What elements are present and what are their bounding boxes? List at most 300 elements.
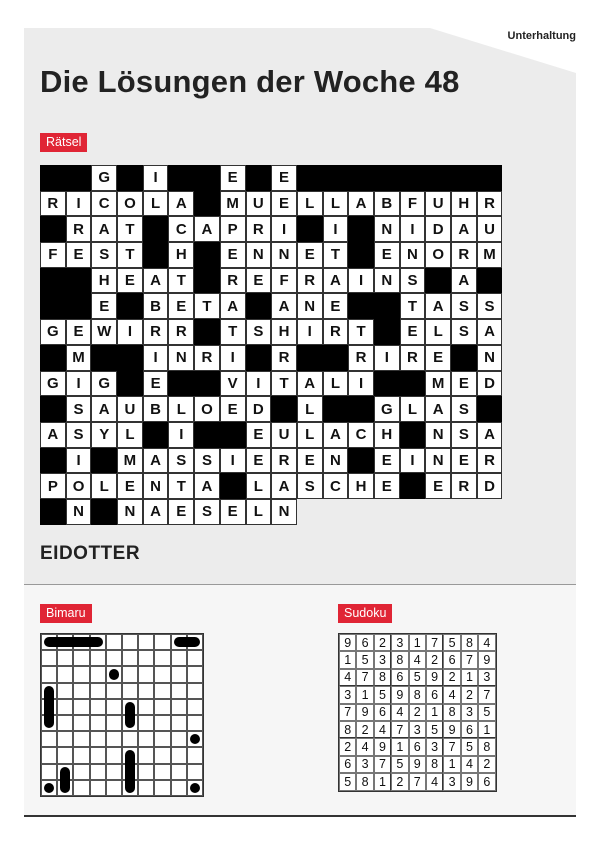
crossword-empty	[348, 499, 374, 525]
crossword-letter-cell: N	[246, 242, 272, 268]
crossword-letter-cell: E	[425, 473, 451, 499]
sudoku-cell: 3	[374, 651, 391, 668]
sudoku-cell: 6	[356, 634, 373, 651]
crossword-letter-cell: I	[220, 448, 246, 474]
crossword-letter-cell: R	[194, 345, 220, 371]
crossword-letter-cell: S	[451, 422, 477, 448]
ship-segment	[190, 783, 200, 793]
bimaru-cell	[73, 634, 89, 650]
crossword-letter-cell: R	[348, 345, 374, 371]
crossword-letter-cell: A	[348, 191, 374, 217]
crossword-letter-cell: D	[477, 473, 503, 499]
bimaru-cell	[106, 764, 122, 780]
crossword-black-cell	[143, 216, 169, 242]
sudoku-cell: 6	[478, 773, 495, 790]
crossword-letter-cell: R	[477, 191, 503, 217]
bimaru-cell	[41, 747, 57, 763]
crossword-letter-cell: A	[143, 268, 169, 294]
crossword-letter-cell: L	[297, 191, 323, 217]
sudoku-cell: 7	[339, 704, 356, 721]
crossword-letter-cell: L	[323, 191, 349, 217]
crossword-letter-cell: E	[220, 165, 246, 191]
bimaru-cell	[41, 715, 57, 731]
bimaru-cell	[122, 683, 138, 699]
crossword-letter-cell: N	[477, 345, 503, 371]
crossword-letter-cell: N	[143, 473, 169, 499]
crossword-letter-cell: F	[271, 268, 297, 294]
crossword-letter-cell: O	[425, 242, 451, 268]
raetsel-label: Rätsel	[40, 133, 87, 152]
bimaru-cell	[57, 715, 73, 731]
ship-segment	[44, 637, 57, 647]
crossword-letter-cell: I	[297, 319, 323, 345]
crossword-letter-cell: C	[323, 473, 349, 499]
bimaru-cell	[122, 764, 138, 780]
ship-segment	[125, 702, 135, 715]
sudoku-cell: 4	[339, 669, 356, 686]
ship-segment	[125, 750, 135, 763]
ship-segment	[57, 637, 73, 647]
bimaru-cell	[57, 699, 73, 715]
crossword-letter-cell: G	[374, 396, 400, 422]
crossword-black-cell	[91, 448, 117, 474]
crossword-black-cell	[40, 499, 66, 525]
crossword-black-cell	[194, 319, 220, 345]
crossword-letter-cell: G	[91, 165, 117, 191]
crossword-letter-cell: B	[374, 191, 400, 217]
crossword-empty	[297, 499, 323, 525]
crossword-letter-cell: E	[246, 448, 272, 474]
bimaru-cell	[187, 731, 203, 747]
crossword-letter-cell: A	[194, 216, 220, 242]
crossword-letter-cell: O	[194, 396, 220, 422]
crossword-letter-cell: M	[477, 242, 503, 268]
sudoku-cell: 1	[461, 669, 478, 686]
crossword-letter-cell: L	[297, 396, 323, 422]
crossword-black-cell	[400, 371, 426, 397]
sudoku-cell: 1	[409, 634, 426, 651]
crossword-black-cell	[297, 345, 323, 371]
crossword-letter-cell: A	[323, 268, 349, 294]
bimaru-cell	[41, 666, 57, 682]
crossword-letter-cell: R	[40, 191, 66, 217]
crossword-letter-cell: N	[297, 293, 323, 319]
bimaru-cell	[122, 699, 138, 715]
crossword-letter-cell: S	[66, 422, 92, 448]
crossword-letter-cell: L	[143, 191, 169, 217]
bimaru-cell	[73, 650, 89, 666]
sudoku-cell: 7	[443, 738, 460, 755]
crossword-black-cell	[168, 371, 194, 397]
sudoku-cell: 3	[339, 686, 356, 703]
bimaru-cell	[73, 764, 89, 780]
sudoku-cell: 5	[478, 704, 495, 721]
sudoku-cell: 3	[426, 738, 443, 755]
crossword-black-cell	[246, 165, 272, 191]
crossword-letter-cell: T	[323, 242, 349, 268]
crossword-letter-cell: V	[220, 371, 246, 397]
crossword-letter-cell: N	[425, 448, 451, 474]
crossword-letter-cell: L	[297, 422, 323, 448]
crossword-empty	[425, 499, 451, 525]
crossword-letter-cell: S	[194, 499, 220, 525]
crossword-letter-cell: R	[143, 319, 169, 345]
sudoku-cell: 8	[356, 773, 373, 790]
sudoku-cell: 3	[461, 704, 478, 721]
ship-segment	[187, 637, 200, 647]
sudoku-cell: 2	[374, 634, 391, 651]
bimaru-cell	[90, 666, 106, 682]
sudoku-cell: 2	[426, 651, 443, 668]
ship-segment	[44, 715, 54, 728]
ship-segment	[190, 734, 200, 744]
bimaru-cell	[187, 780, 203, 796]
crossword-black-cell	[117, 293, 143, 319]
crossword-black-cell	[91, 345, 117, 371]
sudoku-cell: 6	[391, 669, 408, 686]
crossword-black-cell	[194, 268, 220, 294]
crossword-letter-cell: A	[425, 396, 451, 422]
crossword-black-cell	[374, 371, 400, 397]
bimaru-cell	[90, 650, 106, 666]
crossword-black-cell	[348, 396, 374, 422]
sudoku-cell: 3	[478, 669, 495, 686]
crossword-letter-cell: E	[297, 242, 323, 268]
bimaru-cell	[57, 683, 73, 699]
bimaru-cell	[138, 650, 154, 666]
crossword-letter-cell: R	[271, 448, 297, 474]
crossword-letter-cell: S	[91, 242, 117, 268]
bimaru-cell	[106, 650, 122, 666]
crossword-letter-cell: T	[117, 242, 143, 268]
crossword-letter-cell: B	[143, 396, 169, 422]
bimaru-cell	[41, 764, 57, 780]
crossword-letter-cell: E	[246, 422, 272, 448]
crossword-letter-cell: E	[220, 242, 246, 268]
sudoku-cell: 8	[478, 738, 495, 755]
crossword-letter-cell: E	[117, 473, 143, 499]
crossword-letter-cell: I	[143, 165, 169, 191]
sudoku-cell: 7	[391, 721, 408, 738]
crossword-letter-cell: R	[297, 268, 323, 294]
crossword-letter-cell: N	[400, 242, 426, 268]
crossword-letter-cell: I	[400, 448, 426, 474]
ship-segment	[44, 686, 54, 699]
crossword-black-cell	[143, 242, 169, 268]
ship-segment	[109, 669, 119, 679]
crossword-letter-cell: A	[271, 293, 297, 319]
sudoku-cell: 9	[409, 756, 426, 773]
crossword-letter-cell: L	[246, 473, 272, 499]
crossword-letter-cell: L	[91, 473, 117, 499]
bimaru-cell	[138, 715, 154, 731]
crossword-black-cell	[374, 319, 400, 345]
bimaru-cell	[73, 715, 89, 731]
crossword-letter-cell: R	[271, 345, 297, 371]
crossword-letter-cell: T	[348, 319, 374, 345]
page-title: Die Lösungen der Woche 48	[40, 64, 460, 99]
bimaru-cell	[154, 764, 170, 780]
crossword-letter-cell: E	[168, 293, 194, 319]
sudoku-cell: 3	[356, 756, 373, 773]
crossword-grid	[40, 165, 502, 525]
crossword-letter-cell: S	[477, 293, 503, 319]
bimaru-cell	[41, 650, 57, 666]
crossword-letter-cell: U	[477, 216, 503, 242]
sudoku-cell: 9	[443, 721, 460, 738]
sudoku-cell: 8	[409, 686, 426, 703]
bimaru-cell	[138, 634, 154, 650]
bimaru-cell	[90, 764, 106, 780]
bimaru-cell	[138, 699, 154, 715]
crossword-black-cell	[477, 396, 503, 422]
crossword-letter-cell: A	[91, 396, 117, 422]
crossword-black-cell	[117, 165, 143, 191]
crossword-letter-cell: E	[117, 268, 143, 294]
sudoku-cell: 6	[426, 686, 443, 703]
bimaru-cell	[154, 666, 170, 682]
bimaru-cell	[154, 731, 170, 747]
bimaru-cell	[171, 715, 187, 731]
bimaru-cell	[106, 747, 122, 763]
crossword-letter-cell: H	[271, 319, 297, 345]
sudoku-label: Sudoku	[338, 604, 392, 623]
crossword-letter-cell: M	[66, 345, 92, 371]
crossword-letter-cell: A	[451, 268, 477, 294]
bimaru-cell	[154, 699, 170, 715]
bimaru-cell	[187, 764, 203, 780]
sudoku-cell: 2	[356, 721, 373, 738]
bimaru-cell	[154, 650, 170, 666]
sudoku-cell: 1	[339, 651, 356, 668]
bimaru-cell	[73, 780, 89, 796]
crossword-letter-cell: B	[143, 293, 169, 319]
bimaru-cell	[187, 683, 203, 699]
bimaru-cell	[41, 634, 57, 650]
crossword-letter-cell: I	[400, 216, 426, 242]
bimaru-cell	[90, 634, 106, 650]
crossword-letter-cell: E	[297, 448, 323, 474]
crossword-black-cell	[451, 345, 477, 371]
crossword-letter-cell: O	[66, 473, 92, 499]
crossword-letter-cell: N	[168, 345, 194, 371]
crossword-black-cell	[143, 422, 169, 448]
bimaru-cell	[90, 780, 106, 796]
bimaru-cell	[138, 683, 154, 699]
crossword-letter-cell: I	[323, 216, 349, 242]
crossword-letter-cell: E	[271, 165, 297, 191]
crossword-letter-cell: I	[246, 371, 272, 397]
crossword-letter-cell: P	[220, 216, 246, 242]
sudoku-cell: 5	[339, 773, 356, 790]
crossword-letter-cell: E	[66, 242, 92, 268]
sudoku-cell: 2	[409, 704, 426, 721]
bimaru-cell	[187, 666, 203, 682]
crossword-letter-cell: F	[40, 242, 66, 268]
crossword-black-cell	[400, 422, 426, 448]
crossword-black-cell	[348, 448, 374, 474]
bimaru-cell	[106, 634, 122, 650]
crossword-letter-cell: A	[297, 371, 323, 397]
ship-segment	[125, 780, 135, 793]
bimaru-cell	[154, 715, 170, 731]
crossword-black-cell	[348, 293, 374, 319]
bimaru-cell	[57, 666, 73, 682]
crossword-letter-cell: P	[40, 473, 66, 499]
sudoku-cell: 1	[478, 721, 495, 738]
sudoku-cell: 1	[391, 738, 408, 755]
crossword-letter-cell: T	[117, 216, 143, 242]
sudoku-cell: 7	[461, 651, 478, 668]
crossword-letter-cell: R	[168, 319, 194, 345]
sudoku-cell: 1	[426, 704, 443, 721]
crossword-letter-cell: R	[246, 216, 272, 242]
bimaru-cell	[187, 699, 203, 715]
crossword-letter-cell: L	[246, 499, 272, 525]
crossword-black-cell	[40, 268, 66, 294]
crossword-letter-cell: E	[220, 499, 246, 525]
crossword-letter-cell: H	[348, 473, 374, 499]
bimaru-cell	[73, 731, 89, 747]
bimaru-cell	[171, 699, 187, 715]
sudoku-cell: 9	[356, 704, 373, 721]
bimaru-cell	[171, 764, 187, 780]
sudoku-cell: 9	[426, 669, 443, 686]
crossword-letter-cell: C	[348, 422, 374, 448]
crossword-letter-cell: E	[271, 191, 297, 217]
sudoku-cell: 4	[374, 721, 391, 738]
crossword-black-cell	[117, 371, 143, 397]
crossword-black-cell	[271, 396, 297, 422]
crossword-letter-cell: S	[451, 396, 477, 422]
ship-segment	[60, 767, 70, 780]
crossword-letter-cell: A	[91, 216, 117, 242]
crossword-letter-cell: R	[451, 242, 477, 268]
crossword-letter-cell: R	[451, 473, 477, 499]
crossword-letter-cell: W	[91, 319, 117, 345]
bimaru-cell	[154, 747, 170, 763]
sudoku-cell: 4	[409, 651, 426, 668]
crossword-black-cell	[246, 293, 272, 319]
crossword-letter-cell: H	[374, 422, 400, 448]
crossword-letter-cell: L	[400, 396, 426, 422]
crossword-black-cell	[400, 165, 426, 191]
crossword-letter-cell: S	[246, 319, 272, 345]
sudoku-cell: 2	[461, 686, 478, 703]
crossword-black-cell	[66, 293, 92, 319]
crossword-letter-cell: I	[168, 422, 194, 448]
crossword-letter-cell: E	[323, 293, 349, 319]
crossword-letter-cell: R	[220, 268, 246, 294]
bimaru-cell	[138, 747, 154, 763]
sudoku-cell: 6	[374, 704, 391, 721]
bimaru-cell	[171, 666, 187, 682]
crossword-letter-cell: E	[400, 319, 426, 345]
bimaru-cell	[90, 699, 106, 715]
crossword-letter-cell: G	[40, 371, 66, 397]
sudoku-cell: 9	[339, 634, 356, 651]
crossword-letter-cell: U	[271, 422, 297, 448]
sudoku-cell: 6	[443, 651, 460, 668]
sudoku-cell: 9	[461, 773, 478, 790]
crossword-letter-cell: L	[117, 422, 143, 448]
crossword-letter-cell: M	[220, 191, 246, 217]
bimaru-cell	[106, 666, 122, 682]
bimaru-cell	[90, 747, 106, 763]
bimaru-cell	[138, 780, 154, 796]
bimaru-cell	[171, 780, 187, 796]
bottom-rule	[24, 815, 576, 817]
sudoku-cell: 8	[426, 756, 443, 773]
bimaru-cell	[171, 747, 187, 763]
sudoku-cell: 9	[374, 738, 391, 755]
sudoku-cell: 5	[443, 634, 460, 651]
crossword-black-cell	[40, 216, 66, 242]
bimaru-cell	[138, 666, 154, 682]
sudoku-cell: 9	[478, 651, 495, 668]
crossword-letter-cell: S	[451, 293, 477, 319]
crossword-letter-cell: S	[451, 319, 477, 345]
crossword-letter-cell: E	[91, 293, 117, 319]
crossword-letter-cell: L	[425, 319, 451, 345]
bimaru-cell	[57, 747, 73, 763]
bimaru-cell	[106, 780, 122, 796]
crossword-black-cell	[297, 165, 323, 191]
bimaru-cell	[171, 731, 187, 747]
sudoku-grid	[338, 633, 497, 792]
crossword-black-cell	[323, 396, 349, 422]
crossword-black-cell	[117, 345, 143, 371]
sudoku-cell: 4	[426, 773, 443, 790]
crossword-letter-cell: T	[168, 268, 194, 294]
bimaru-cell	[106, 715, 122, 731]
crossword-letter-cell: I	[66, 448, 92, 474]
crossword-empty	[400, 499, 426, 525]
crossword-letter-cell: S	[168, 448, 194, 474]
sudoku-cell: 6	[409, 738, 426, 755]
crossword-letter-cell: S	[400, 268, 426, 294]
bimaru-cell	[57, 764, 73, 780]
bimaru-cell	[57, 634, 73, 650]
crossword-black-cell	[66, 165, 92, 191]
sudoku-cell: 8	[443, 704, 460, 721]
sudoku-cell: 2	[339, 738, 356, 755]
crossword-empty	[451, 499, 477, 525]
sudoku-cell: 8	[461, 634, 478, 651]
crossword-letter-cell: A	[220, 293, 246, 319]
crossword-letter-cell: E	[425, 345, 451, 371]
bimaru-cell	[122, 747, 138, 763]
bimaru-cell	[122, 715, 138, 731]
bimaru-cell	[154, 683, 170, 699]
crossword-letter-cell: R	[323, 319, 349, 345]
crossword-letter-cell: R	[66, 216, 92, 242]
crossword-letter-cell: I	[348, 371, 374, 397]
bimaru-cell	[122, 780, 138, 796]
bimaru-cell	[90, 731, 106, 747]
sudoku-cell: 5	[356, 651, 373, 668]
crossword-letter-cell: Y	[91, 422, 117, 448]
bimaru-cell	[41, 699, 57, 715]
crossword-black-cell	[348, 165, 374, 191]
crossword-black-cell	[220, 473, 246, 499]
bimaru-cell	[90, 683, 106, 699]
ship-segment	[44, 699, 54, 715]
crossword-letter-cell: I	[143, 345, 169, 371]
crossword-black-cell	[400, 473, 426, 499]
sudoku-cell: 5	[461, 738, 478, 755]
crossword-black-cell	[451, 165, 477, 191]
